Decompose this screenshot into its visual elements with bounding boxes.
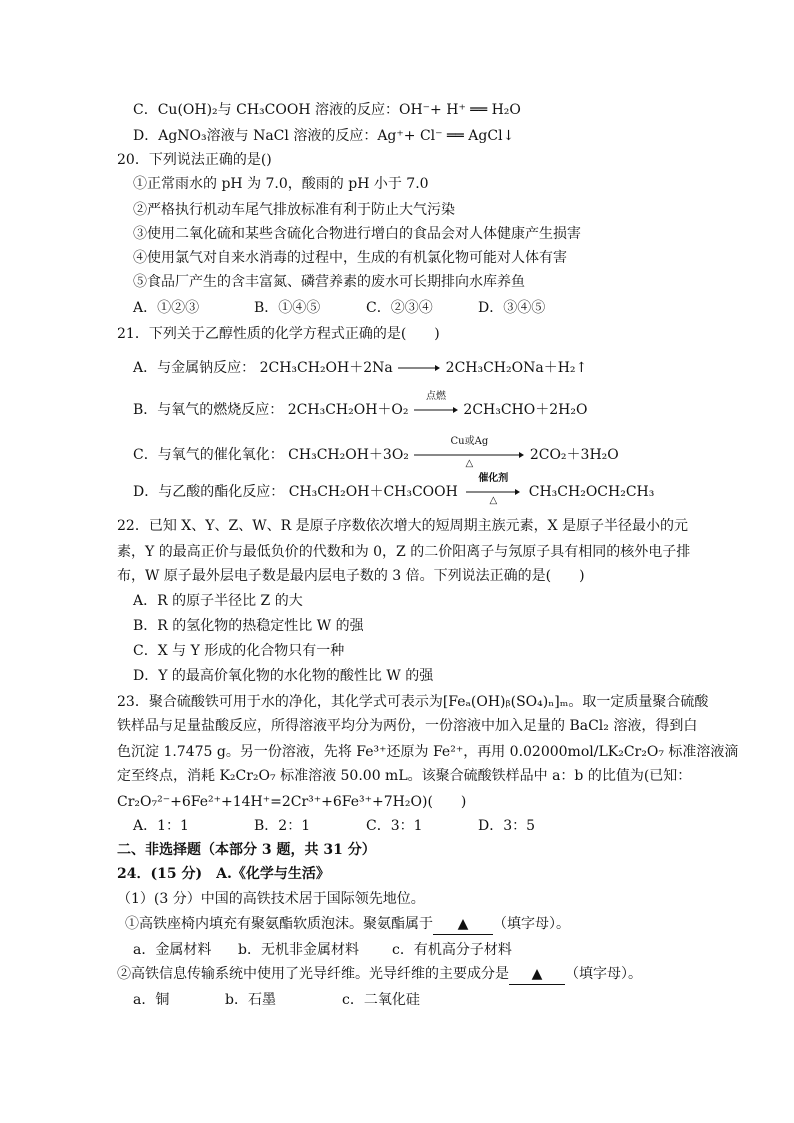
q24-sub1-text: ①高铁座椅内填充有聚氨酯软质泡沫。聚氨酯属于 — [125, 916, 433, 932]
q20-item: ④使用氯气对自来水消毒的过程中，生成的有机氯化物可能对人体有害 — [133, 250, 567, 266]
q22-line: 素，Y 的最高正价与最低负价的代数和为 0，Z 的二价阳离子与氖原子具有相同的核外电子排 — [117, 544, 691, 560]
q20-option-d: D．③④⑤ — [478, 300, 546, 316]
q24-sub2-option-b: b．石墨 — [225, 992, 276, 1008]
q23-option-c: C．3：1 — [366, 818, 423, 834]
q24-part1: （1）(3 分）中国的高铁技术居于国际领先地位。 — [117, 891, 425, 907]
reaction-arrow-icon — [413, 436, 525, 469]
q21-d-left: CH₃CH₂OH＋CH₃COOH — [288, 484, 458, 500]
q19-option-d: D．AgNO₃溶液与 NaCl 溶液的反应：Ag⁺+ Cl⁻ ══ AgCl↓ — [133, 128, 515, 144]
reaction-arrow-icon — [413, 391, 459, 414]
q21-d-label: D．与乙酸的酯化反应： — [133, 484, 285, 500]
q21-c-right: 2CO₂＋3H₂O — [529, 447, 619, 463]
q24-sub2-hint: （填字母）。 — [565, 966, 642, 982]
reaction-arrow-icon — [397, 364, 441, 372]
q23-line: 定至终点，消耗 K₂Cr₂O₇ 标准溶液 50.00 mL。该聚合硫酸铁样品中 a：b 的比值为(已知： — [117, 768, 692, 784]
q23-option-a: A．1：1 — [133, 818, 189, 834]
answer-blank[interactable]: ▲ — [433, 914, 493, 935]
q20-option-a: A．①②③ — [133, 300, 200, 316]
q24-sub1-option-c: c．有机高分子材料 — [392, 942, 512, 958]
q21-c-left: CH₃CH₂OH＋3O₂ — [288, 447, 409, 463]
q21-c-label: C．与氧气的催化氧化： — [133, 447, 284, 463]
q21-a-right: 2CH₃CH₂ONa＋H₂↑ — [445, 360, 588, 376]
q24-sub1 — [125, 914, 570, 935]
q21-d-condition-top: 催化剂 — [478, 473, 509, 484]
q23-line: 色沉淀 1.7475 g。另一份溶液，先将 Fe³⁺还原为 Fe²⁺，再用 0.02000mol/LK₂Cr₂O₇ 标准溶液滴 — [117, 744, 739, 760]
q24-sub2-text: ②高铁信息传输系统中使用了光导纤维。光导纤维的主要成分是 — [117, 966, 509, 982]
q21-stem: 21．下列关于乙醇性质的化学方程式正确的是( ) — [117, 326, 440, 342]
q20-item: ③使用二氧化硫和某些含硫化合物进行增白的食品会对人体健康产生损害 — [133, 226, 581, 242]
q21-a-left: 2CH₃CH₂OH＋2Na — [259, 360, 393, 376]
q20-item: ⑤食品厂产生的含丰富氮、磷营养素的废水可长期排向水库养鱼 — [133, 274, 525, 290]
q24-sub1-option-a: a．金属材料 — [133, 942, 212, 958]
q21-c-condition-bottom: △ — [465, 458, 474, 469]
q21-c-condition-top: Cu或Ag — [450, 436, 489, 447]
section-title: 二、非选择题（本部分 3 题，共 31 分） — [117, 842, 376, 858]
q20-option-b: B．①④⑤ — [254, 300, 321, 316]
q20-option-c: C．②③④ — [366, 300, 433, 316]
reaction-arrow-icon — [465, 473, 521, 506]
q21-d-condition-bottom: △ — [489, 495, 498, 506]
q23-line: Cr₂O₇²⁻+6Fe²⁺+14H⁺=2Cr³⁺+6Fe³⁺+7H₂O)( ) — [117, 794, 467, 810]
q22-option-b: B．R 的氢化物的热稳定性比 W 的强 — [133, 618, 364, 634]
q24-sub2-option-a: a．铜 — [133, 992, 170, 1008]
q21-option-d — [133, 473, 655, 506]
q24-sub1-option-b: b．无机非金属材料 — [238, 942, 359, 958]
q22-line: 22．已知 X、Y、Z、W、R 是原子序数依次增大的短周期主族元素，X 是原子半径最小的元 — [117, 518, 688, 534]
q23-line: 铁样品与足量盐酸反应，所得溶液平均分为两份，一份溶液中加入足量的 BaCl₂ 溶液，得到白 — [117, 718, 698, 734]
q21-a-label: A．与金属钠反应： — [133, 360, 256, 376]
q23-option-d: D．3：5 — [478, 818, 536, 834]
q21-d-right: CH₃CH₂OCH₂CH₃ — [528, 484, 655, 500]
q22-line: 布，W 原子最外层电子数是最内层电子数的 3 倍。下列说法正确的是( ) — [117, 568, 585, 584]
q23-line: 23．聚合硫酸铁可用于水的净化，其化学式可表示为[Feₐ(OH)ᵦ(SO₄)ₙ]ₘ。取一定质量聚合硫酸 — [117, 694, 709, 710]
q21-b-right: 2CH₃CHO＋2H₂O — [463, 402, 588, 418]
q21-option-b — [133, 391, 588, 420]
q24-title: 24．(15 分) A.《化学与生活》 — [117, 866, 330, 882]
q21-b-left: 2CH₃CH₂OH＋O₂ — [287, 402, 409, 418]
q20-stem: 20．下列说法正确的是() — [117, 152, 272, 168]
q24-sub2-option-c: c．二氧化硅 — [342, 992, 420, 1008]
q21-b-condition: 点燃 — [425, 391, 446, 402]
q22-option-a: A．R 的原子半径比 Z 的大 — [133, 593, 303, 609]
q21-b-label: B．与氧气的燃烧反应： — [133, 402, 284, 418]
q24-sub2 — [117, 964, 642, 985]
q24-sub1-hint: （填字母）。 — [493, 916, 570, 932]
q20-item: ②严格执行机动车尾气排放标准有利于防止大气污染 — [133, 202, 455, 218]
q22-option-c: C．X 与 Y 形成的化合物只有一种 — [133, 643, 345, 659]
answer-blank[interactable]: ▲ — [509, 964, 565, 985]
q23-option-b: B．2：1 — [254, 818, 311, 834]
q20-item: ①正常雨水的 pH 为 7.0，酸雨的 pH 小于 7.0 — [133, 176, 429, 192]
q21-option-c — [133, 436, 619, 469]
q22-option-d: D．Y 的最高价氧化物的水化物的酸性比 W 的强 — [133, 668, 434, 684]
q19-option-c: C．Cu(OH)₂与 CH₃COOH 溶液的反应：OH⁻+ H⁺ ══ H₂O — [133, 102, 521, 118]
q21-option-a — [133, 358, 587, 378]
